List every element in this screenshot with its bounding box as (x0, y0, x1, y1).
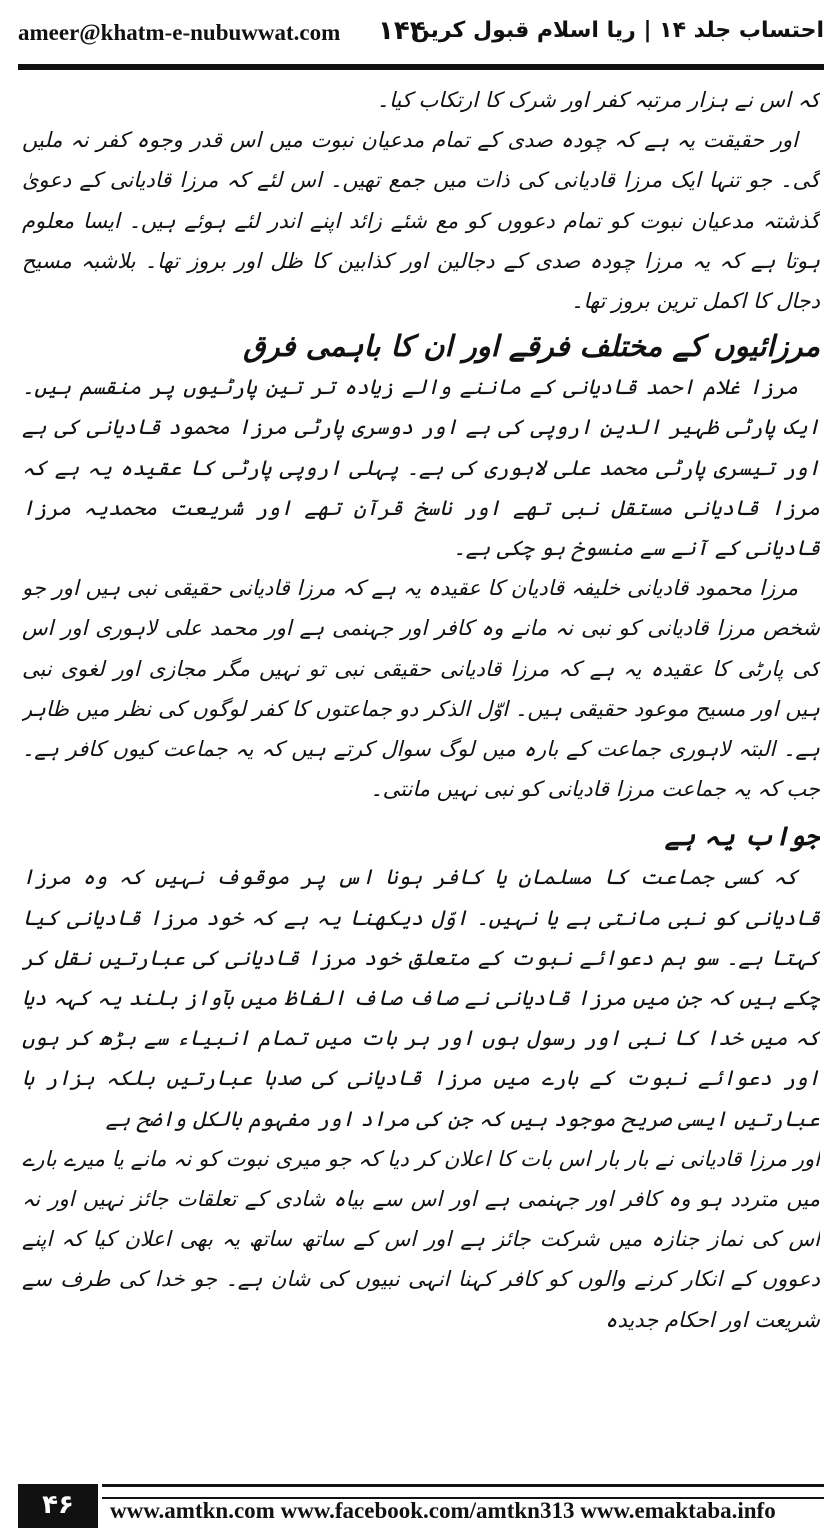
footer-rule (102, 1484, 824, 1499)
page-footer (18, 1484, 824, 1528)
footer-page-number: ۴۶ (18, 1484, 98, 1528)
header-rule (18, 64, 824, 70)
paragraph-3: مرزا غلام احمد قادیانی کے ماننے والے زیادہ تر تین پارٹیوں پر منقسم ہیں۔ ایک پارٹی ظہیر الدین اروپی کی ہے اور دوسری پارٹی مرزا محمود قادیانی کی ہے اور تیسری پارٹی محمد علی لاہوری کی ہے۔ پہلی اروپی پارٹی کا عقیدہ یہ ہے کہ مرزا قادیانی مستقل نبی تھے اور ناسخ قرآن تھے اور شریعت محمدیہ مرزا قادیانی کے آنے سے منسوخ ہو چکی ہے۔ (22, 375, 820, 561)
page-body (22, 80, 820, 1470)
header-page-number: ۱۴۴ (378, 16, 426, 46)
paragraph-4: مرزا محمود قادیانی خلیفہ قادیان کا عقیدہ یہ ہے کہ مرزا قادیانی حقیقی نبی ہیں اور جو شخص مرزا قادیانی کو نبی نہ مانے وہ کافر اور جہنمی ہے اور محمد علی لاہوری اور اس کی پارٹی کا عقیدہ یہ ہے کہ مرزا قادیانی حقیقی نبی تو نہیں مگر مجازی اور لغوی نبی ہیں اور مسیح موعود حقیقی ہیں۔ اوّل الذکر دو جماعتوں کا کفر لوگوں کی نظر میں ظاہر ہے۔ البتہ لاہوری جماعت کے بارہ میں لوگ سوال کرتے ہیں کہ یہ جماعت کیوں کافر ہے۔ جب کہ یہ جماعت مرزا قادیانی کو نبی نہیں مانتی۔ (22, 576, 820, 802)
paragraph-2: اور حقیقت یہ ہے کہ چودہ صدی کے تمام مدعیان نبوت میں اس قدر وجوہ کفر نہ ملیں گی۔ جو تنہا ایک مرزا قادیانی کی ذات میں جمع تھیں۔ اس لئے کہ مرزا قادیانی کے دعویٰ گذشتہ مدعیان نبوت کو تمام دعووں کو مع شئے زائد اپنے اندر لئے ہوئے ہیں۔ ایسا معلوم ہوتا ہے کہ یہ مرزا چودہ صدی کے دجالین اور کذابین کا ظل اور بروز تھا۔ بلاشبہ مسیح دجال کا اکمل ترین بروز تھا۔ (22, 128, 820, 314)
section-heading-sects: مرزائیوں کے مختلف فرقے اور ان کا باہمی فرق (243, 329, 820, 364)
paragraph-1: کہ اس نے ہزار مرتبہ کفر اور شرک کا ارتکاب کیا۔ (376, 88, 820, 112)
header-email[interactable]: ameer@khatm-e-nubuwwat.com (18, 20, 341, 45)
footer-urls[interactable]: www.amtkn.com www.facebook.com/amtkn313 www.emaktaba.info (110, 1498, 776, 1523)
page-header (18, 16, 824, 60)
section-heading-answer: جواب یہ ہے (664, 822, 820, 853)
paragraph-5: کہ کسی جماعت کا مسلمان یا کافر ہونا اس پر موقوف نہیں کہ وہ مرزا قادیانی کو نبی مانتی ہے یا نہیں۔ اوّل دیکھنا یہ ہے کہ خود مرزا قادیانی کیا کہتا ہے۔ سو ہم دعوائے نبوت کے متعلق خود مرزا قادیانی کی عبارتیں نقل کر چکے ہیں کہ جن میں مرزا قادیانی نے صاف صاف الفاظ میں بآواز بلند یہ کہہ دیا کہ میں خدا کا نبی اور رسول ہوں اور ہر بات میں تمام انبیاء سے بڑھ کر ہوں اور دعوائے نبوت کے بارے میں مرزا قادیانی کی صدہا عبارتیں بلکہ ہزار ہا عبارتیں ایسی صریح موجود ہیں کہ جن کی مراد اور مفہوم بالکل واضح ہے (22, 865, 820, 1131)
header-title: احتساب جلد ۱۴ | ریا اسلام قبول کریں (410, 18, 824, 43)
paragraph-6: اور مرزا قادیانی نے بار بار اس بات کا اعلان کر دیا کہ جو میری نبوت کو نہ مانے یا میرے بارے میں متردد ہو وہ کافر اور جہنمی ہے اور اس سے بیاہ شادی کے تعلقات جائز نہیں اور نہ اس کی نماز جنازہ میں شرکت جائز ہے اور اس کے ساتھ ساتھ یہ بھی اعلان کیا کہ اپنے دعووں کے انکار کرنے والوں کو کافر کہنا انہی نبیوں کی شان ہے۔ جو خدا کی طرف سے شریعت اور احکام جدیدہ (22, 1146, 820, 1332)
